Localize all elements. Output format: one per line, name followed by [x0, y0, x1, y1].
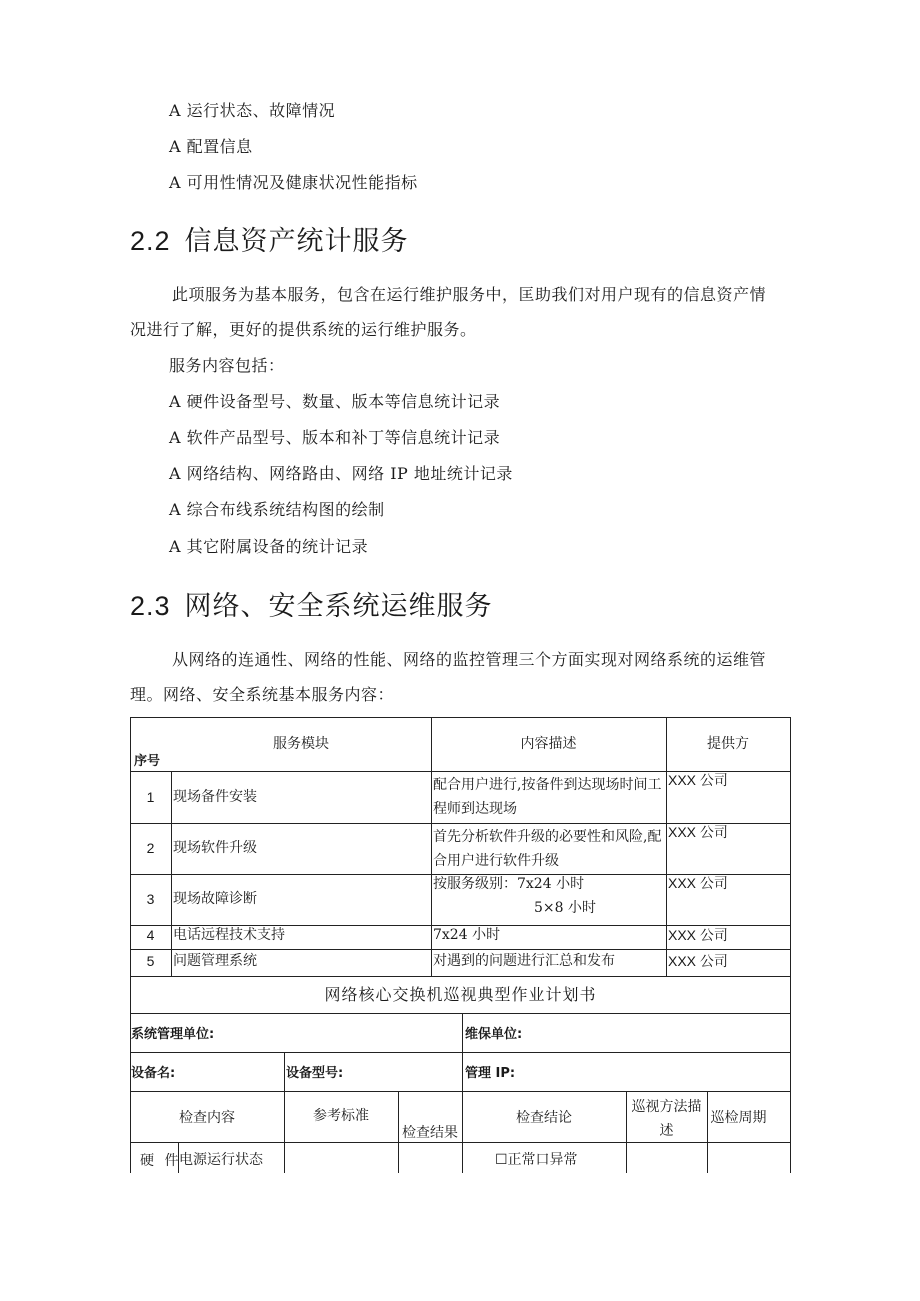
- header-module: 服务模块: [273, 736, 329, 752]
- row-seq: 4: [146, 927, 155, 943]
- row-provider: XXX 公司: [668, 953, 728, 969]
- device-name-label: 设备名:: [131, 1066, 176, 1081]
- bullet-item: A 其它附属设备的统计记录: [169, 537, 369, 556]
- bullet-item: A 综合布线系统结构图的绘制: [169, 500, 385, 519]
- row-provider: XXX 公司: [668, 824, 728, 840]
- row-desc: 5×8 小时: [534, 900, 596, 916]
- paragraph-line: 理。网络、安全系统基本服务内容：: [130, 685, 395, 704]
- row-desc: 配合用户进行,按备件到达现场时间工: [433, 777, 662, 793]
- section-number: 2.3: [130, 591, 171, 621]
- col-result: 检查结果: [402, 1125, 458, 1141]
- row-module: 现场软件升级: [173, 840, 257, 856]
- col-conclusion: 检查结论: [516, 1110, 572, 1126]
- row-module: 现场故障诊断: [173, 891, 257, 907]
- row-seq: 3: [146, 891, 155, 907]
- section-number: 2.2: [130, 226, 171, 256]
- item-power-status: 电源运行状态: [179, 1152, 263, 1168]
- bullet-item: A 软件产品型号、版本和补丁等信息统计记录: [169, 428, 501, 447]
- row-desc: 首先分析软件升级的必要性和风险,配: [433, 829, 662, 845]
- row-module: 问题管理系统: [173, 953, 257, 969]
- header-seq: 序号: [134, 754, 161, 769]
- row-seq: 5: [146, 953, 155, 969]
- device-model-label: 设备型号:: [286, 1066, 344, 1081]
- bullet-availability: A 可用性情况及健康状况性能指标: [169, 173, 418, 192]
- row-desc: 7x24 小时: [433, 927, 501, 943]
- row-provider: XXX 公司: [668, 927, 728, 943]
- bullet-config-info: A 配置信息: [169, 137, 253, 156]
- row-seq: 2: [146, 840, 155, 856]
- maint-label: 维保单位:: [465, 1027, 523, 1042]
- row-seq: 1: [146, 789, 155, 805]
- unit-label: 系统管理单位:: [131, 1027, 215, 1042]
- paragraph-line: 此项服务为基本服务，包含在运行维护服务中，匡助我们对用户现有的信息资产情: [172, 285, 767, 304]
- service-intro: 服务内容包括：: [169, 356, 285, 375]
- bullet-running-status: A 运行状态、故障情况: [169, 101, 336, 120]
- category-hardware: 硬 件: [140, 1153, 179, 1169]
- col-method-line1: 巡视方法描: [631, 1099, 702, 1115]
- bullet-item: A 硬件设备型号、数量、版本等信息统计记录: [169, 392, 501, 411]
- row-module: 电话远程技术支持: [173, 927, 285, 943]
- row-provider: XXX 公司: [668, 875, 728, 891]
- header-desc: 内容描述: [520, 736, 577, 752]
- section-title: 信息资产统计服务: [184, 226, 409, 257]
- row-desc: 按服务级别：7x24 小时: [433, 876, 585, 892]
- col-check-content: 检查内容: [179, 1110, 235, 1126]
- col-method-line2: 述: [659, 1123, 674, 1139]
- section-title: 网络、安全系统运维服务: [184, 591, 493, 622]
- col-reference: 参考标准: [313, 1108, 369, 1124]
- conclusion-options: ☐正常口异常: [495, 1152, 578, 1168]
- bullet-item: A 网络结构、网络路由、网络 IP 地址统计记录: [169, 464, 513, 483]
- row-provider: XXX 公司: [668, 772, 728, 788]
- plan-title: 网络核心交换机巡视典型作业计划书: [324, 985, 597, 1004]
- col-period: 巡检周期: [710, 1110, 767, 1126]
- mgmt-ip-label: 管理 IP:: [465, 1066, 516, 1081]
- row-desc: 程师到达现场: [433, 801, 517, 817]
- row-desc: 对遇到的问题进行汇总和发布: [433, 953, 615, 969]
- row-module: 现场备件安装: [173, 789, 257, 805]
- header-provider: 提供方: [707, 736, 749, 752]
- section-2-3-heading: [130, 584, 493, 623]
- row-desc: 合用户进行软件升级: [433, 853, 559, 869]
- section-2-2-heading: [130, 219, 409, 258]
- paragraph-line: 从网络的连通性、网络的性能、网络的监控管理三个方面实现对网络系统的运维管: [172, 650, 767, 669]
- paragraph-line: 况进行了解，更好的提供系统的运行维护服务。: [130, 320, 477, 339]
